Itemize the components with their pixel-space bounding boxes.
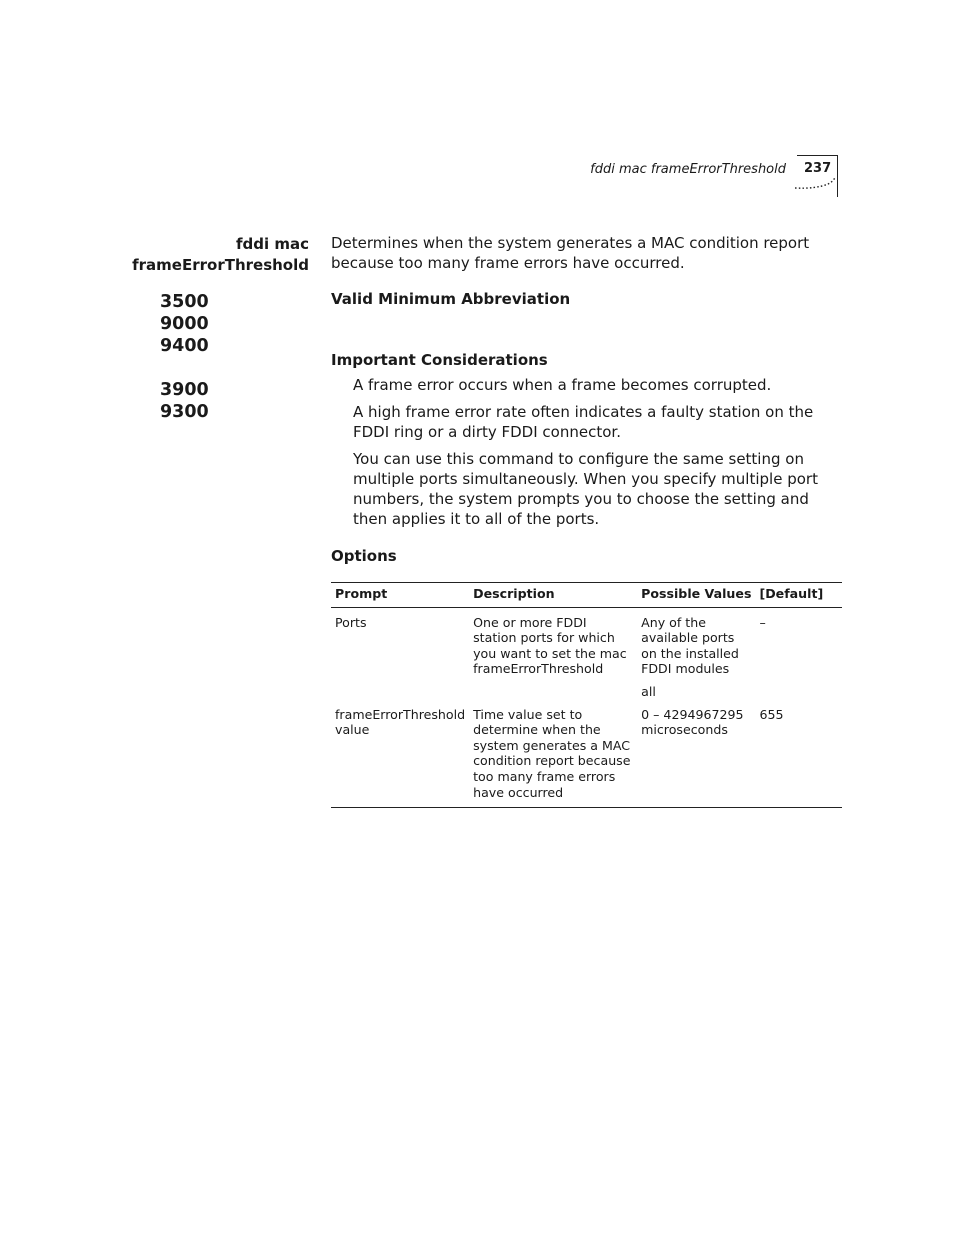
consideration-paragraph: A frame error occurs when a frame becomes corrupted. xyxy=(353,376,772,394)
cell-prompt: Ports xyxy=(335,614,367,630)
running-title: fddi mac frameErrorThreshold xyxy=(590,162,786,177)
cell-description: Time value set to determine when the system generates a MAC condition report because too many frame errors have occurred xyxy=(469,707,637,808)
page-number: 237 xyxy=(804,161,832,176)
main-content xyxy=(331,233,843,808)
column-header-possible-values: Possible Values xyxy=(637,583,755,608)
platform-item: 3500 xyxy=(160,292,209,312)
platform-item: 3900 xyxy=(160,380,209,400)
section-heading-options: Options xyxy=(331,547,397,565)
table-row xyxy=(331,707,842,808)
platform-item: 9400 xyxy=(160,336,209,356)
command-name xyxy=(132,234,309,276)
command-description: Determines when the system generates a MAC condition report because too many frame errors have occurred. xyxy=(331,234,810,272)
command-name-line1: fddi mac xyxy=(235,235,309,253)
header-dotted-curve-decoration xyxy=(794,176,836,190)
table-row xyxy=(331,607,842,706)
cell-possible-values xyxy=(637,607,755,706)
header-corner-rule-side xyxy=(837,155,838,197)
possible-value: all xyxy=(641,683,656,699)
platform-item: 9000 xyxy=(160,314,209,334)
cell-description: One or more FDDI station ports for which you want to set the mac frameErrorThreshold xyxy=(473,614,627,677)
cell-default: – xyxy=(759,614,766,630)
cell-prompt: frameErrorThreshold value xyxy=(331,707,469,808)
possible-value: Any of the available ports on the installed FDDI modules xyxy=(641,614,739,677)
table-header-row xyxy=(331,583,842,608)
command-name-line2: frameErrorThreshold xyxy=(132,256,309,274)
column-header-prompt: Prompt xyxy=(331,583,469,608)
column-header-default: [Default] xyxy=(755,583,842,608)
consideration-paragraph: You can use this command to configure the same setting on multiple ports simultaneously. When you specify multiple port numbers, the system prompts you to choose the setting and then applies it to all of the ports. xyxy=(353,450,818,528)
header-corner-rule-top xyxy=(797,155,838,156)
platform-list xyxy=(160,291,209,423)
section-heading-considerations: Important Considerations xyxy=(331,351,548,369)
options-table xyxy=(331,582,842,808)
section-heading-abbreviation: Valid Minimum Abbreviation xyxy=(331,290,571,308)
cell-possible-values: 0 – 4294967295 microseconds xyxy=(637,707,755,808)
column-header-description: Description xyxy=(469,583,637,608)
platform-group-gap xyxy=(160,357,209,379)
platform-item: 9300 xyxy=(160,402,209,422)
consideration-paragraph: A high frame error rate often indicates a faulty station on the FDDI ring or a dirty FDDI connector. xyxy=(353,403,814,441)
cell-default: 655 xyxy=(755,707,842,808)
